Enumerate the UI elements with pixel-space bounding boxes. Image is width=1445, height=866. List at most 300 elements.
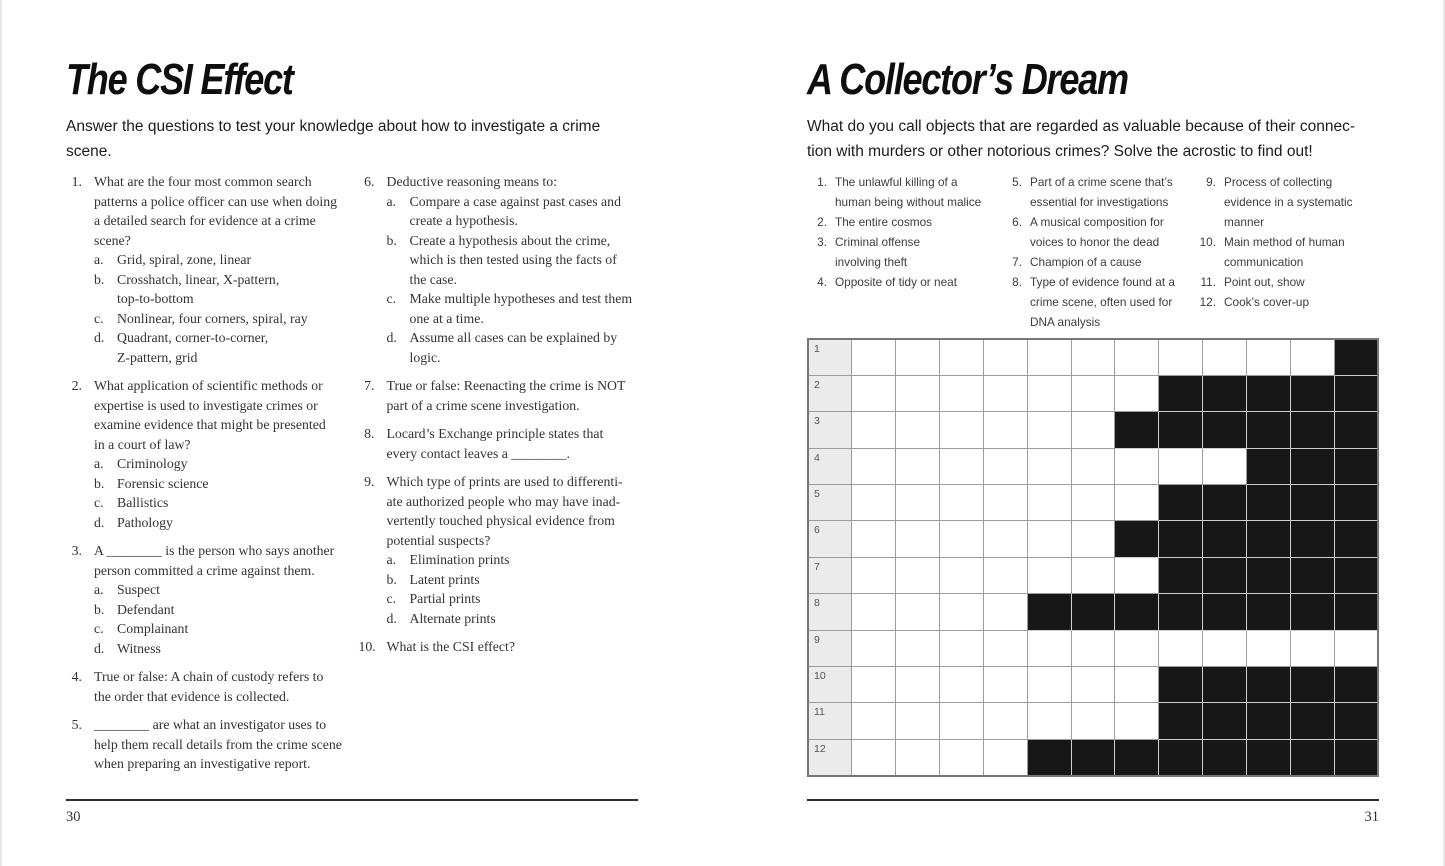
grid-black-cell	[1246, 412, 1290, 448]
grid-letter-cell	[1071, 630, 1115, 666]
right-page-intro	[807, 114, 1379, 164]
grid-letter-cell	[983, 448, 1027, 484]
option-item	[387, 609, 639, 629]
clue-number: 8.	[1012, 275, 1022, 289]
right-intro-line: tion with murders or other notorious crimes? Solve the acrostic to find out!	[807, 143, 1313, 160]
grid-letter-cell	[983, 339, 1027, 375]
question-columns	[66, 172, 638, 783]
option-letter: d.	[94, 330, 105, 345]
grid-black-cell	[1334, 594, 1378, 630]
option-text-line: Make multiple hypotheses and test them	[409, 291, 633, 306]
left-page-title: The CSI Effect	[66, 55, 293, 104]
clue-text-line: Type of evidence found at a	[1030, 275, 1175, 289]
grid-black-cell	[1203, 375, 1247, 411]
question-text-line: Deductive reasoning means to:	[386, 174, 557, 189]
question-item	[359, 424, 639, 463]
grid-letter-cell	[983, 667, 1027, 703]
question-text-line: when preparing an investigative report.	[94, 756, 311, 771]
clue-column	[1196, 172, 1379, 332]
grid-letter-cell	[896, 594, 940, 630]
option-text-line: Assume all cases can be explained by	[409, 330, 618, 345]
grid-letter-cell	[896, 667, 940, 703]
option-letter: b.	[94, 601, 105, 617]
option-text-line: Pathology	[117, 514, 173, 530]
option-text-line: the case.	[409, 271, 457, 287]
option-text	[410, 328, 639, 367]
grid-letter-cell	[1027, 521, 1071, 557]
grid-black-cell	[1159, 739, 1203, 775]
grid-letter-cell	[983, 594, 1027, 630]
option-text-line: one at a time.	[409, 310, 484, 326]
option-item	[94, 639, 346, 659]
grid-row	[808, 485, 1378, 521]
grid-letter-cell	[1027, 485, 1071, 521]
option-text	[117, 639, 346, 659]
right-page	[807, 55, 1379, 777]
clue-body	[835, 232, 1002, 272]
clue-text-line: Cook’s cover-up	[1224, 295, 1310, 309]
grid-letter-cell	[940, 448, 984, 484]
grid-letter-cell	[983, 412, 1027, 448]
option-letter: a.	[386, 193, 397, 209]
grid-black-cell	[1115, 412, 1159, 448]
clue-text-line: The entire cosmos	[835, 215, 933, 229]
question-item	[66, 715, 346, 774]
option-text-line: Witness	[117, 640, 161, 656]
grid-black-cell	[1246, 703, 1290, 739]
option-text	[410, 192, 639, 231]
clue-column	[807, 172, 1002, 332]
grid-letter-cell	[852, 739, 896, 775]
clue-text-line: Main method of human	[1224, 235, 1345, 249]
option-letter: c.	[94, 310, 104, 326]
option-text-line: Criminology	[117, 456, 188, 471]
option-text-line: Compare a case against past cases and	[409, 193, 621, 209]
option-letter: b.	[386, 571, 397, 587]
question-number: 1.	[71, 174, 82, 189]
option-letter: c.	[94, 495, 104, 510]
grid-letter-cell	[940, 375, 984, 411]
clue-number: 2.	[817, 215, 827, 229]
page-number-right: 31	[1364, 809, 1379, 825]
grid-black-cell	[1115, 594, 1159, 630]
grid-letter-cell	[896, 375, 940, 411]
grid-black-cell	[1246, 594, 1290, 630]
option-text	[117, 250, 346, 270]
grid-letter-cell	[1159, 339, 1203, 375]
question-text-line: A ________ is the person who says another	[94, 543, 335, 558]
clue-item	[1196, 172, 1379, 232]
question-text-line: Locard’s Exchange principle states that	[386, 426, 604, 441]
option-item	[94, 270, 346, 309]
grid-black-cell	[1290, 521, 1334, 557]
grid-letter-cell	[1159, 448, 1203, 484]
option-text-line: Alternate prints	[409, 610, 496, 626]
grid-letter-cell	[1290, 630, 1334, 666]
option-text	[117, 619, 346, 639]
clue-body	[1030, 252, 1196, 272]
clue-item	[807, 272, 1002, 292]
footer-rule-left	[66, 799, 638, 801]
grid-letter-cell	[896, 485, 940, 521]
option-text	[117, 513, 346, 533]
grid-row	[808, 630, 1378, 666]
option-letter: b.	[94, 271, 105, 287]
clue-text-line: voices to honor the dead	[1030, 235, 1160, 249]
grid-number-cell: 8	[808, 594, 852, 630]
clue-body	[1224, 292, 1379, 312]
option-text	[117, 493, 346, 513]
grid-letter-cell	[1290, 339, 1334, 375]
page-number-left: 30	[66, 809, 81, 825]
clue-item	[807, 172, 1002, 212]
grid-letter-cell	[1115, 703, 1159, 739]
grid-letter-cell	[896, 339, 940, 375]
option-text-line: Partial prints	[409, 591, 481, 606]
grid-black-cell	[1203, 594, 1247, 630]
grid-black-cell	[1246, 521, 1290, 557]
grid-letter-cell	[983, 630, 1027, 666]
option-text-line: which is then tested using the facts of	[409, 252, 617, 267]
grid-letter-cell	[1071, 557, 1115, 593]
option-item	[94, 513, 346, 533]
clue-text-line: manner	[1224, 215, 1264, 229]
left-page-intro	[66, 114, 638, 164]
clue-body	[1030, 212, 1196, 252]
question-column-1	[66, 172, 346, 783]
grid-letter-cell	[852, 339, 896, 375]
grid-black-cell	[1290, 448, 1334, 484]
option-item	[94, 580, 346, 600]
grid-letter-cell	[896, 630, 940, 666]
option-item	[387, 289, 639, 328]
clue-body	[835, 212, 1002, 232]
grid-letter-cell	[1071, 667, 1115, 703]
question-number: 7.	[364, 378, 375, 393]
option-text	[117, 270, 346, 309]
grid-black-cell	[1159, 667, 1203, 703]
question-text-line: examine evidence that might be presented	[94, 417, 326, 432]
grid-letter-cell	[1027, 448, 1071, 484]
clue-body	[835, 272, 1002, 292]
clue-item	[1002, 252, 1196, 272]
grid-letter-cell	[1115, 485, 1159, 521]
option-letter: d.	[386, 610, 397, 626]
option-item	[94, 250, 346, 270]
grid-letter-cell	[852, 557, 896, 593]
question-body	[94, 667, 346, 706]
question-item	[66, 541, 346, 658]
grid-row	[808, 448, 1378, 484]
option-text	[410, 589, 639, 609]
option-text	[117, 600, 346, 620]
question-item	[359, 376, 639, 415]
grid-black-cell	[1290, 375, 1334, 411]
clue-item	[807, 232, 1002, 272]
question-number: 10.	[358, 639, 376, 654]
question-body	[94, 172, 346, 367]
footer-rule-right	[807, 799, 1379, 801]
question-number: 3.	[71, 543, 82, 558]
grid-letter-cell	[1027, 375, 1071, 411]
question-item	[66, 172, 346, 367]
question-body	[387, 376, 639, 415]
option-letter: d.	[386, 330, 397, 345]
question-body	[387, 637, 639, 657]
grid-black-cell	[1290, 667, 1334, 703]
clue-text-line: Point out, show	[1224, 275, 1305, 289]
question-number: 5.	[71, 717, 82, 732]
clue-item	[1196, 232, 1379, 272]
clue-body	[1224, 272, 1379, 292]
question-number: 9.	[364, 474, 375, 489]
option-item	[387, 570, 639, 590]
grid-letter-cell	[852, 375, 896, 411]
clue-number: 5.	[1012, 175, 1022, 189]
clue-text-line: Opposite of tidy or neat	[835, 275, 957, 289]
grid-letter-cell	[896, 557, 940, 593]
clue-text-line: essential for investigations	[1030, 195, 1169, 209]
option-text-line: Create a hypothesis about the crime,	[409, 232, 611, 248]
option-letter: a.	[386, 552, 397, 567]
grid-black-cell	[1334, 667, 1378, 703]
option-text-line: top-to-bottom	[117, 291, 194, 306]
grid-letter-cell	[940, 594, 984, 630]
clue-text-line: Criminal offense	[835, 235, 921, 249]
grid-number-cell: 6	[808, 521, 852, 557]
option-text-line: logic.	[409, 349, 441, 365]
grid-letter-cell	[983, 557, 1027, 593]
question-text-line: True or false: Reenacting the crime is NOT	[386, 378, 626, 393]
option-letter: a.	[94, 456, 104, 471]
option-letter: b.	[94, 475, 105, 491]
grid-letter-cell	[1071, 448, 1115, 484]
clue-number: 11.	[1200, 275, 1216, 289]
option-letter: c.	[386, 291, 397, 306]
option-text-line: Grid, spiral, zone, linear	[117, 252, 252, 267]
grid-letter-cell	[1027, 557, 1071, 593]
option-item	[387, 192, 639, 231]
option-item	[387, 589, 639, 609]
grid-letter-cell	[1203, 339, 1247, 375]
clue-body	[1030, 172, 1196, 212]
acrostic-grid	[807, 338, 1379, 777]
grid-letter-cell	[1027, 412, 1071, 448]
grid-letter-cell	[1246, 630, 1290, 666]
grid-letter-cell	[852, 448, 896, 484]
grid-black-cell	[1203, 412, 1247, 448]
grid-letter-cell	[1115, 667, 1159, 703]
grid-black-cell	[1334, 339, 1378, 375]
clue-body	[1224, 232, 1379, 272]
question-text-line: What application of scientific methods or	[94, 378, 323, 393]
option-text	[410, 289, 639, 328]
option-text-line: Defendant	[117, 601, 175, 617]
question-column-2	[359, 172, 639, 783]
right-page-title: A Collector’s Dream	[807, 55, 1128, 104]
grid-letter-cell	[940, 521, 984, 557]
option-text	[117, 454, 346, 474]
grid-letter-cell	[852, 630, 896, 666]
grid-row	[808, 667, 1378, 703]
option-letter: c.	[386, 591, 397, 606]
grid-black-cell	[1071, 594, 1115, 630]
grid-black-cell	[1246, 448, 1290, 484]
clue-text-line: communication	[1224, 255, 1304, 269]
option-letter: c.	[94, 621, 104, 636]
clue-number: 4.	[817, 275, 827, 289]
clue-item	[807, 212, 1002, 232]
option-letter: a.	[94, 582, 104, 597]
clue-text-line: DNA analysis	[1030, 315, 1101, 329]
clue-list	[807, 172, 1379, 332]
grid-letter-cell	[896, 521, 940, 557]
option-item	[94, 493, 346, 513]
grid-black-cell	[1159, 412, 1203, 448]
grid-black-cell	[1159, 703, 1203, 739]
grid-row	[808, 412, 1378, 448]
right-intro-line: What do you call objects that are regarded as valuable because of their connec-	[807, 118, 1355, 135]
option-text	[117, 328, 346, 367]
clue-body	[835, 172, 1002, 212]
grid-letter-cell	[940, 339, 984, 375]
grid-letter-cell	[1027, 703, 1071, 739]
grid-letter-cell	[1159, 630, 1203, 666]
clue-item	[1002, 272, 1196, 332]
grid-black-cell	[1246, 739, 1290, 775]
option-text	[117, 309, 346, 329]
clue-text-line: Champion of a cause	[1030, 255, 1142, 269]
left-intro-line: Answer the questions to test your knowledge about how to investigate a crime	[66, 118, 601, 135]
clue-number: 6.	[1012, 215, 1022, 229]
grid-black-cell	[1159, 557, 1203, 593]
grid-letter-cell	[940, 630, 984, 666]
option-item	[387, 231, 639, 290]
option-letter: d.	[94, 514, 105, 530]
grid-black-cell	[1334, 703, 1378, 739]
grid-letter-cell	[896, 703, 940, 739]
option-text-line: Nonlinear, four corners, spiral, ray	[117, 310, 308, 326]
grid-letter-cell	[852, 703, 896, 739]
grid-letter-cell	[852, 521, 896, 557]
question-text-line: What are the four most common search	[94, 174, 312, 189]
grid-letter-cell	[1115, 339, 1159, 375]
grid-black-cell	[1246, 375, 1290, 411]
clue-item	[1002, 212, 1196, 252]
option-text-line: Elimination prints	[409, 552, 510, 567]
option-text	[117, 474, 346, 494]
grid-number-cell: 5	[808, 485, 852, 521]
grid-black-cell	[1203, 667, 1247, 703]
question-text-line: scene?	[94, 232, 131, 248]
grid-number-cell: 1	[808, 339, 852, 375]
question-item	[359, 172, 639, 367]
clue-text-line: Part of a crime scene that’s	[1030, 175, 1173, 189]
grid-letter-cell	[1246, 339, 1290, 375]
grid-number-cell: 12	[808, 739, 852, 775]
question-number: 2.	[71, 378, 82, 393]
grid-letter-cell	[896, 448, 940, 484]
question-item	[66, 667, 346, 706]
grid-number-cell: 10	[808, 667, 852, 703]
question-text-line: ate authorized people who may have inad-	[386, 493, 621, 509]
grid-letter-cell	[983, 703, 1027, 739]
grid-letter-cell	[1071, 339, 1115, 375]
option-text	[410, 231, 639, 290]
question-text-line: person committed a crime against them.	[94, 562, 315, 578]
grid-letter-cell	[896, 412, 940, 448]
option-text-line: Complainant	[117, 621, 189, 636]
grid-black-cell	[1334, 448, 1378, 484]
grid-black-cell	[1159, 521, 1203, 557]
grid-black-cell	[1290, 485, 1334, 521]
grid-letter-cell	[1334, 630, 1378, 666]
question-text-line: part of a crime scene investigation.	[386, 397, 580, 413]
option-letter: b.	[386, 232, 397, 248]
grid-letter-cell	[940, 557, 984, 593]
clue-item	[1196, 292, 1379, 312]
grid-letter-cell	[1115, 448, 1159, 484]
grid-letter-cell	[1071, 412, 1115, 448]
question-body	[387, 424, 639, 463]
option-item	[387, 550, 639, 570]
grid-black-cell	[1246, 485, 1290, 521]
question-number: 6.	[364, 174, 375, 189]
clue-text-line: human being without malice	[835, 195, 982, 209]
question-item	[66, 376, 346, 532]
option-item	[94, 309, 346, 329]
grid-letter-cell	[1027, 339, 1071, 375]
clue-text-line: The unlawful killing of a	[835, 175, 958, 189]
grid-letter-cell	[983, 739, 1027, 775]
option-item	[94, 454, 346, 474]
grid-black-cell	[1071, 739, 1115, 775]
grid-black-cell	[1334, 485, 1378, 521]
clue-number: 9.	[1206, 175, 1216, 189]
clue-number: 1.	[817, 175, 827, 189]
left-intro-line: scene.	[66, 143, 112, 160]
grid-letter-cell	[852, 485, 896, 521]
clue-number: 12.	[1199, 295, 1216, 309]
option-text	[410, 609, 639, 629]
grid-letter-cell	[983, 521, 1027, 557]
left-page	[66, 55, 638, 783]
grid-letter-cell	[1071, 521, 1115, 557]
grid-number-cell: 7	[808, 557, 852, 593]
grid-letter-cell	[852, 594, 896, 630]
grid-letter-cell	[1027, 667, 1071, 703]
option-item	[94, 600, 346, 620]
grid-number-cell: 11	[808, 703, 852, 739]
grid-black-cell	[1334, 739, 1378, 775]
question-text-line: patterns a police officer can use when doing	[94, 193, 338, 209]
grid-row	[808, 557, 1378, 593]
grid-black-cell	[1246, 557, 1290, 593]
grid-black-cell	[1115, 521, 1159, 557]
option-item	[94, 474, 346, 494]
grid-letter-cell	[1115, 557, 1159, 593]
option-letter: a.	[94, 252, 104, 267]
clue-column	[1002, 172, 1196, 332]
grid-letter-cell	[852, 412, 896, 448]
option-text-line: Crosshatch, linear, X-pattern,	[117, 271, 280, 287]
grid-letter-cell	[1115, 630, 1159, 666]
grid-letter-cell	[940, 703, 984, 739]
grid-letter-cell	[852, 667, 896, 703]
option-text	[410, 570, 639, 590]
clue-item	[1196, 272, 1379, 292]
grid-letter-cell	[1115, 375, 1159, 411]
